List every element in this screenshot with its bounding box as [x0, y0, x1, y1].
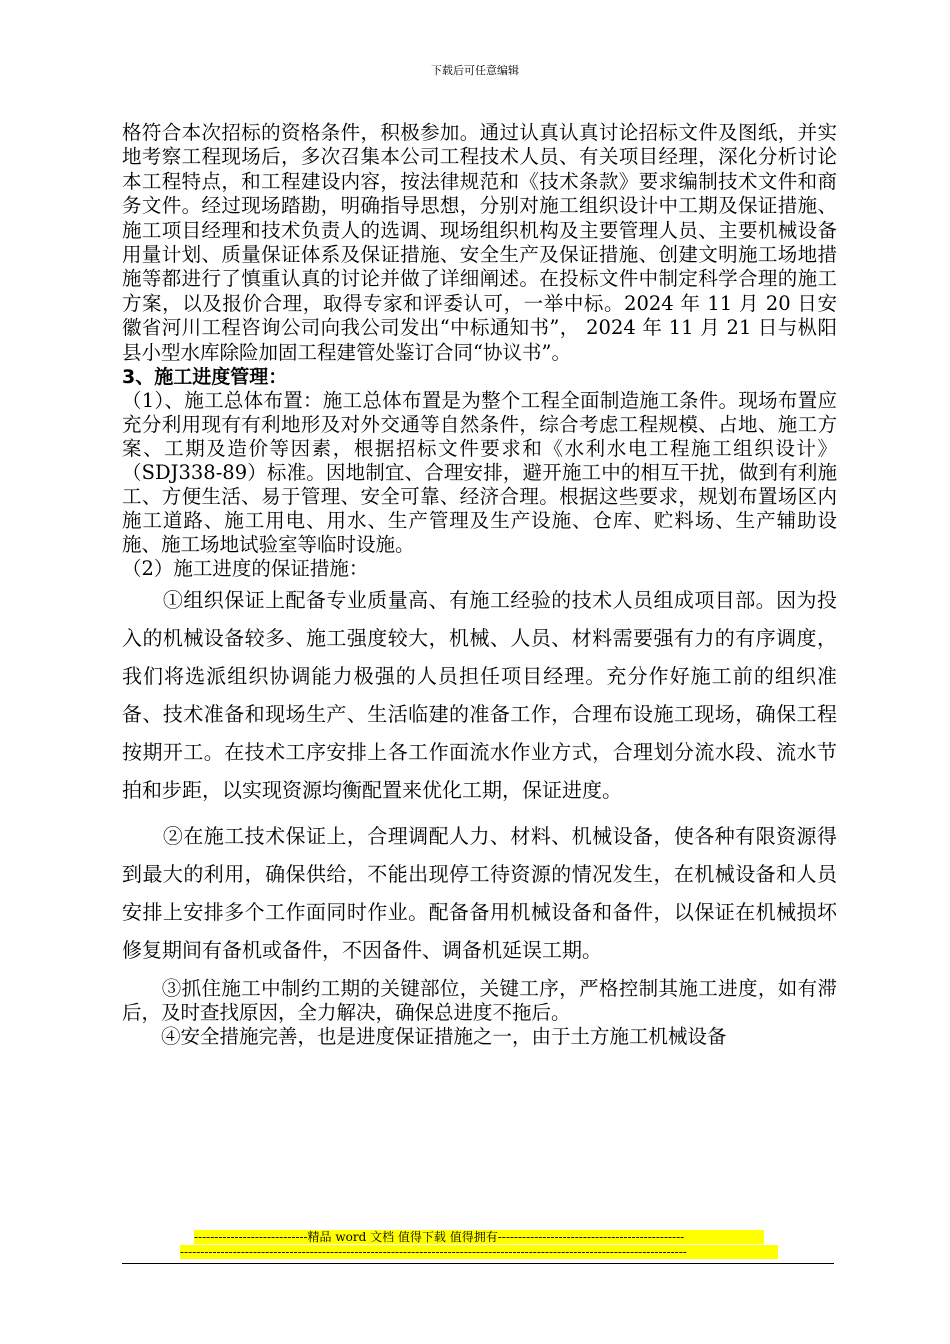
footer-banner: ----------------------------精品 word 文档 值得下载 值得拥有---------------------------------------------- [194, 1230, 764, 1244]
list-item-technical: ②在施工技术保证上，合理调配人力、材料、机械设备，使各种有限资源得到最大的利用，确保供给，不能出现停工待资源的情况发生，在机械设备和人员安排上安排多个工作面同时作业。配备备用机械设备和备件，以保证在机械损坏修复期间有备机或备件，不因备件、调备机延误工期。 [122, 824, 837, 963]
list-item-safety: ④安全措施完善，也是进度保证措施之一，由于土方施工机械设备 [122, 1025, 727, 1049]
footer-rule [122, 1263, 834, 1264]
list-item-organization: ①组织保证上配备专业质量高、有施工经验的技术人员组成项目部。因为投入的机械设备较多、施工强度较大，机械、人员、材料需要强有力的有序调度，我们将选派组织协调能力极强的人员担任项目经理。充分作好施工前的组织准备、技术准备和现场生产、生活临建的准备工作，合理布设施工现场，确保工程按期开工。在技术工序安排上各工作面流水作业方式，合理划分流水段、流水节拍和步距，以实现资源均衡配置来优化工期，保证进度。 [122, 588, 837, 803]
footer-dash-line: ----------------------------------------------------------------------------------------------------------------------------- [180, 1245, 778, 1259]
subheading-progress-measures: （2）施工进度的保证措施： [122, 557, 369, 581]
list-item-key-parts: ③抓住施工中制约工期的关键部位，关键工序，严格控制其施工进度，如有滞后，及时查找原因，全力解决，确保总进度不拖后。 [122, 977, 837, 1025]
document-body [122, 121, 837, 1049]
page-header: 下载后可任意编辑 [431, 64, 519, 77]
section-heading-3: 3、施工进度管理： [122, 366, 288, 389]
paragraph-bidding: 格符合本次招标的资格条件，积极参加。通过认真认真讨论招标文件及图纸，并实地考察工程现场后，多次召集本公司工程技术人员、有关项目经理，深化分析讨论本工程特点，和工程建设内容，按法律规范和《技术条款》要求编制技术文件和商务文件。经过现场踏勘，明确指导思想，分别对施工组织设计中工期及保证措施、施工项目经理和技术负责人的选调、现场组织机构及主要管理人员、主要机械设备用量计划、质量保证体系及保证措施、安全生产及保证措施、创建文明施工场地措施等都进行了慎重认真的讨论并做了详细阐述。在投标文件中制定科学合理的施工方案，以及报价合理，取得专家和评委认可，一举中标。2024 年 11 月 20 日安徽省河川工程咨询公司向我公司发出“中标通知书”， 2024 年 11 月 21 日与枞阳县小型水库除险加固工程建管处鉴订合同“协议书”。 [122, 121, 837, 364]
paragraph-general-layout: （1）、施工总体布置：施工总体布置是为整个工程全面制造施工条件。现场布置应充分利用现有有利地形及对外交通等自然条件，综合考虑工程规模、占地、施工方案、工期及造价等因素，根据招标文件要求和《水利水电工程施工组织设计》（SDJ338-89）标准。因地制宜、合理安排，避开施工中的相互干扰，做到有利施工、方便生活、易于管理、安全可靠、经济合理。根据这些要求，规划布置场区内施工道路、施工用电、用水、生产管理及生产设施、仓库、贮料场、生产辅助设施、施工场地试验室等临时设施。 [122, 389, 837, 557]
